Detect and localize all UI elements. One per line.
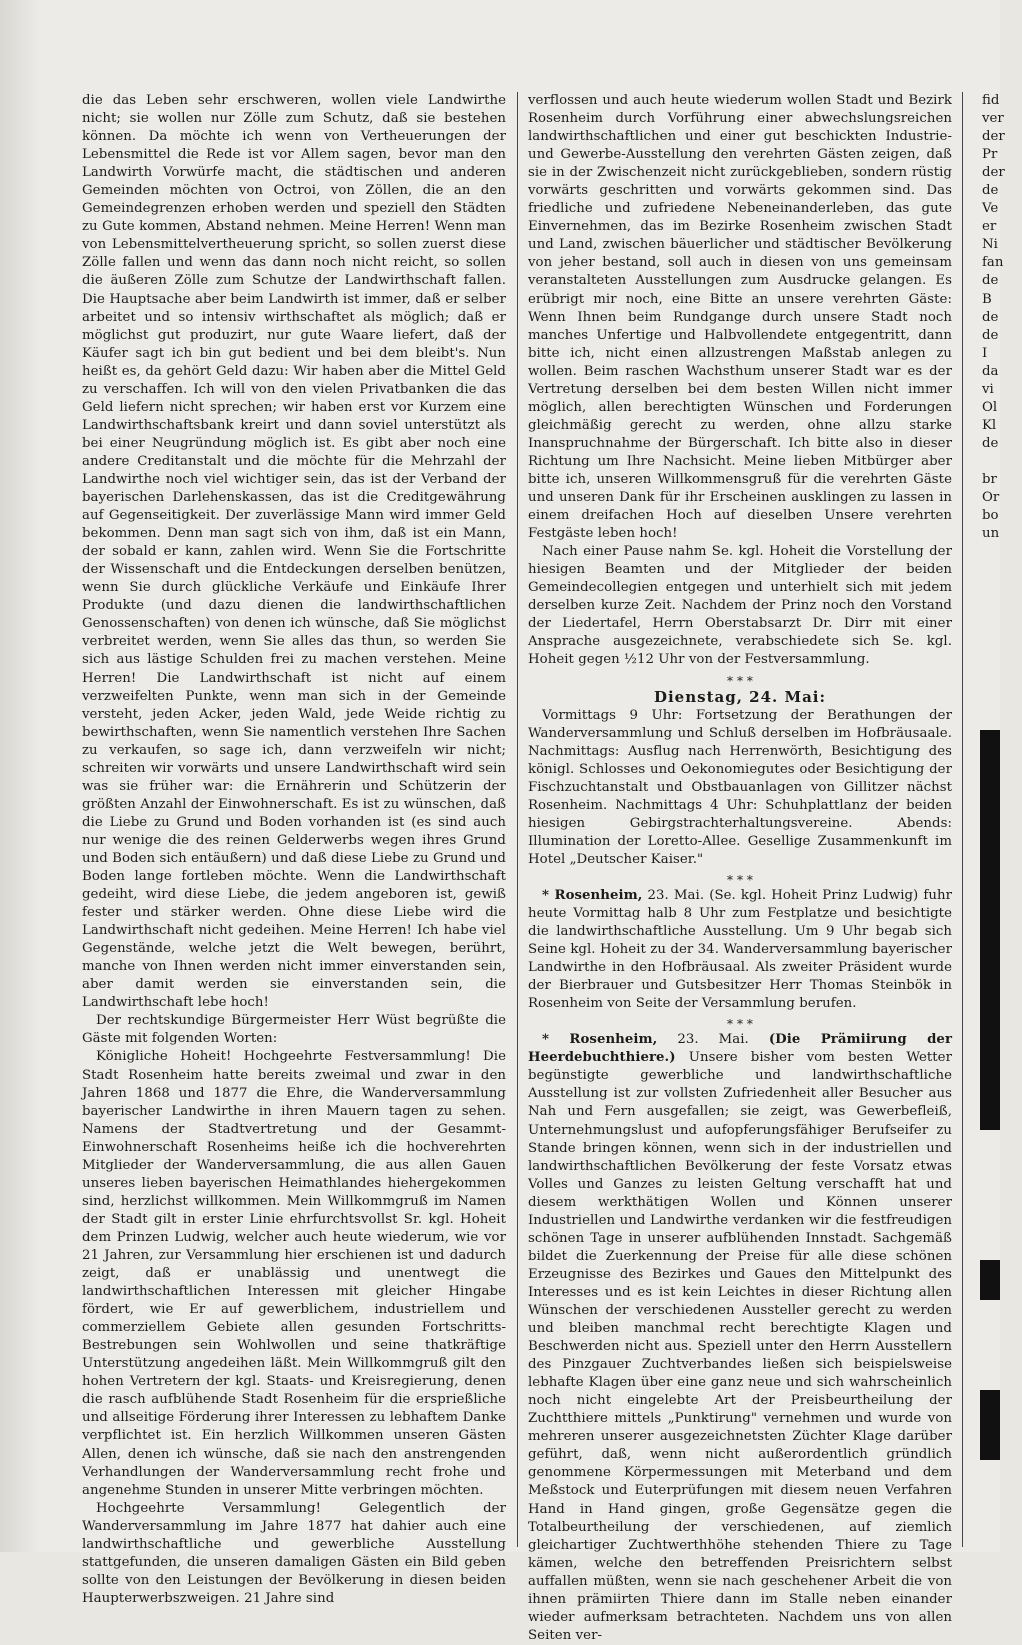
cropped-ad-glyph [980,1390,1000,1460]
news-item-premiation [528,1031,952,1645]
cropped-line: de [982,183,999,199]
column-divider-1 [517,92,518,1547]
separator-stars: * * * [727,872,753,887]
cropped-line: fan [982,255,1004,271]
news-item-prince-ludwig [528,887,952,1013]
page-edge-shadow [0,0,40,1552]
news-title: (Die Prämiirung der Heerdebuchthiere.) [528,1032,952,1066]
cropped-line: fid [982,93,1000,108]
paragraph-speech-end: die das Leben sehr erschweren, wollen viele Landwirthe nicht; sie wollen nur Zölle zum Schutz, daß sie bestehen können. Da möchte ich wenn von Vertheuerungen der Lebensmittel die Rede ist vor Allem sagen, bevor man den Landwirth Vorwürfe macht, die städtischen und anderen Gemeinden möchten von Octroi, von Zöllen, die an den Gemeindegrenzen erhoben werden und speziell den Städten zu Gute kommen, Abstand nehmen. Meine Herren! Wenn man von Lebensmittelvertheuerung spricht, so sollen zuerst diese Zölle fallen und wenn das dann noch nicht reicht, so sollen die äußeren Zölle zum Schutze der Landwirthschaft fallen. Die Hauptsache aber beim Landwirth ist immer, daß er selber arbeitet und so intensiv wirthschaftet als möglich; daß er möglichst gut produzirt, nur gute Waare liefert, daß der Käufer sagt ich bin gut bedient und bei dem bleibt's. Nun heißt es, da gehört Geld dazu: Wir haben aber die Mittel Geld zu verschaffen. Ich will von den vielen Privatbanken die das Geld liefern nicht sprechen; wir haben erst vor Kurzem eine Landwirthschaftsbank kreirt und dann soviel unterstützt als bei einer Neugründung möglich ist. Es gibt aber noch eine andere Creditanstalt und die möchte für die Mehrzahl der Landwirthe noch viel wichtiger sein, das ist der Verband der bayerischen Darlehenskassen, das ist die Creditgewährung auf Gegenseitigkeit. Der zuverlässige Mann wird immer Geld bekommen. Denn man sagt sich von ihm, daß ist ein Mann, der sobald er kann, zahlen wird. Wenn Sie die Fortschritte der Wissenschaft und die Entdeckungen derselben benützen, wenn Sie durch glückliche Verkäufe und Einkäufe Ihrer Produkte (und dazu dienen die landwirthschaftlichen Genossenschaften) von denen ich wünsche, daß Sie möglichst verbreitet werden, wenn Sie alles das thun, so werden Sie sich aus lästige Schulden frei zu machen verstehen. Meine Herren! Die Landwirthschaft ist nicht auf einem verzweifelten Punkte, wenn man sich in der Gemeinde versteht, jeden Acker, jeden Wald, jede Weide richtig zu bewirthschaften, wenn Sie namentlich verstehen Ihre Sachen zu verkaufen, so sage ich, dann verzweifeln wir nicht; schreiten wir vorwärts und unsere Landwirthschaft wird sein was sie früher war: die Ernährerin und Schützerin der größten Anzahl der Einwohnerschaft. Es ist zu wünschen, daß die Liebe zu Grund und Boden vorhanden ist (es sind auch nur wenige die des reinen Gelderwerbs wegen ihres Grund und Boden sich entäußern) und daß diese Liebe zu Grund und Boden lange fortleben möchte. Wenn die Landwirthschaft gedeiht, wird diese Liebe, die jedem angeboren ist, gewiß fester und stärker werden. Ohne diese Liebe wird die Landwirthschaft nicht gedeihen. Meine Herren! Ich habe viel Gegenstände, welche jetzt die Welt bewegen, berührt, manche von Ihnen werden nicht immer einverstanden sein, aber damit werden sie einverstanden sein, die Landwirthschaft lebe hoch! [82,93,506,1011]
cropped-line: er [982,219,997,235]
column-left [82,92,506,1608]
cropped-line: Ol [982,399,998,415]
cropped-line: der [982,129,1005,145]
cropped-line: de [982,327,999,343]
paragraph-reception: Nach einer Pause nahm Se. kgl. Hoheit die Vorstellung der hiesigen Beamten und der Mitglieder der beiden Gemeindecollegien entgegen und unterhielt sich mit jedem derselben kurze Zeit. Nachdem der Prinz noch den Vorstand der Liedertafel, Herrn Oberstabsarzt Dr. Dirr mit einer Ansprache ausgezeichnete, verabschiedete sich Se. kgl. Hoheit gegen ½12 Uhr von der Festversammlung. [528,544,952,668]
paragraph-mayor-continued: verflossen und auch heute wiederum wollen Stadt und Bezirk Rosenheim durch Vorführung einer abwechslungsreichen landwirthschaftlichen und einer gut beschickten Industrie- und Gewerbe-Ausstellung den verehrten Gästen zeigen, daß sie in der Zwischenzeit nicht zurückgeblieben, sondern rüstig vorwärts geschritten und vorwärts gekommen sind. Das friedliche und zufriedene Nebeneinanderleben, das gute Einvernehmen, das im Bezirke Rosenheim zwischen Stadt und Land, zwischen bäuerlicher und städtischer Bevölkerung von jeher bestand, soll auch in diesen von uns gemeinsam veranstalteten Ausstellungen zum Ausdrucke gelangen. Es erübrigt mir noch, eine Bitte an unsere verehrten Gäste: Wenn Ihnen beim Rundgange durch unsere Stadt noch manches Unfertige und Halbvollendete entgegentritt, dann bitte ich, nicht einen allzustrengen Maßstab anlegen zu wollen. Beim raschen Wachsthum unserer Stadt war es der Vertretung derselben bei dem besten Willen nicht immer möglich, allen berechtigten Wünschen und Forderungen gleichmäßig gerecht zu werden, ohne allzu starke Inanspruchnahme der Bürgerschaft. Ich bitte also in dieser Richtung um Ihre Nachsicht. Meine lieben Mitbürger aber bitte ich, unseren Willkommensgruß für die verehrten Gäste und unseren Dank für ihr Erscheinen ausklingen zu lassen in einem dreifachen Hoch auf dieselben Unsere verehrten Festgäste leben hoch! [528,93,952,542]
news-place: * Rosenheim, [542,1032,658,1048]
paragraph-mayor-greeting: Königliche Hoheit! Hochgeehrte Festversammlung! Die Stadt Rosenheim hatte bereits zweimal und zwar in den Jahren 1868 und 1877 die Ehre, die Wanderversammlung bayerischer Landwirthe in ihren Mauern tagen zu sehen. Namens der Stadtvertretung und der Gesammt-Einwohnerschaft Rosenheims heiße ich die hochverehrten Mitglieder der Wanderversammlung, die aus allen Gauen unseres lieben bayerischen Heimathlandes hiehergekommen sind, herzlichst willkommen. Mein Willkommgruß im Namen der Stadt gilt in erster Linie ehrfurchtsvollst Sr. kgl. Hoheit dem Prinzen Ludwig, welcher auch heute wiederum, wie vor 21 Jahren, zur Versammlung hier erschienen ist und dadurch zeigt, daß er unablässig und unentwegt die landwirthschaftlichen Interessen mit gleicher Hingabe fördert, wie Er auf gewerblichem, industriellem und commerziellem Gebiete allen gesunden Fortschritts-Bestrebungen sein Wohlwollen und seine thatkräftige Unterstützung angedeihen läßt. Mein Willkommgruß gilt den hohen Vertretern der kgl. Staats- und Kreisregierung, denen die rasch aufblühende Stadt Rosenheim für die ersprießliche und allseitige Förderung ihrer Interessen zu lebhaftem Danke verpflichtet ist. Ein herzlich Willkommen unseren Gästen Allen, denen ich wünsche, daß sie nach den anstrengenden Verhandlungen der Wanderversammlung recht frohe und angenehme Stunden in unserer Mitte verbringen möchten. [82,1049,506,1498]
cropped-line: br [982,471,997,487]
cropped-line: Kl [982,417,997,433]
cropped-line [982,453,1022,471]
cropped-line: da [982,363,999,379]
cropped-ad-glyph [980,1260,1000,1300]
cropped-line: Or [982,490,1000,506]
cropped-line: bo [982,508,999,524]
news-body: (Se. kgl. Hoheit Prinz Ludwig) fuhr heute Vormittag halb 8 Uhr zum Festplatze und besichtigte die landwirthschaftliche Ausstellung. Um 9 Uhr begab sich Seine kgl. Hoheit zu der 34. Wanderversammlung bayerischer Landwirthe in den Hofbräusaal. Als zweiter Präsident wurde der Bierbrauer und Gutsbesitzer Herr Thomas Steinbök in Rosenheim von Seite der Versammlung berufen. [528,887,952,1012]
paragraph-mayor-intro: Der rechtskundige Bürgermeister Herr Wüst begrüßte die Gäste mit folgenden Worten: [82,1013,506,1047]
separator-stars: * * * [727,1017,753,1032]
cropped-line: de [982,435,999,451]
news-place: * Rosenheim, [542,887,643,903]
news-date: 23. Mai. [647,887,705,903]
cropped-line: Ni [982,237,998,253]
paragraph-tuesday-program: Vormittags 9 Uhr: Fortsetzung der Berathungen der Wanderversammlung und Schluß derselben im Hofbräusaale. Nachmittags: Ausflug nach Herrenwörth, Besichtigung des königl. Schlosses und Oekonomiegutes oder Besichtigung der Fischzuchtanstalt und Obstbauanlagen von Gillitzer nächst Rosenheim. Nachmittags 4 Uhr: Schuhplattlanz der beiden hiesigen Gebirgstrachterhaltungsvereine. Abends: Illumination der Loretto-Allee. Gesellige Zusammenkunft im Hotel „Deutscher Kaiser." [528,707,952,867]
news-date: 23. Mai. [677,1032,749,1048]
cropped-line: de [982,273,999,289]
separator-stars: * * * [727,673,753,688]
cropped-line: Pr [982,147,998,163]
tuesday-heading: Dienstag, 24. Mai: [653,687,827,706]
column-middle [528,92,952,1645]
cropped-line: un [982,526,1000,542]
cropped-line: B [982,291,992,307]
cropped-ad-frame [980,730,1000,1130]
cropped-line: ver [982,111,1004,127]
column-divider-2 [962,92,963,1547]
cropped-line: Ve [982,201,999,217]
cropped-line: de [982,309,999,325]
paragraph-mayor-exhibition: Hochgeehrte Versammlung! Gelegentlich der Wanderversammlung im Jahre 1877 hat dahier auch eine landwirthschaftliche und gewerbliche Ausstellung stattgefunden, die unseren damaligen Gästen ein Bild geben sollte von den Leistungen der Bevölkerung in diesen beiden Haupterwerbszweigen. 21 Jahre sind [82,1500,506,1606]
cropped-line: I [982,345,988,361]
cropped-line: der [982,165,1005,181]
news-body: Unsere bisher vom besten Wetter begünstigte gewerbliche und landwirthschaftliche Ausstellung ist zur vollsten Zufriedenheit aller Besucher aus Nah und Fern ausgefallen; sie zeigt, was Gewerbefleiß, Unternehmungslust und aufopferungsfähiger Berufseifer zu Stande bringen können, wenn sich in der industriellen und landwirthschaftlichen Bevölkerung der feste Vorsatz etwas Volles und Ganzes zu leisten Geltung verschafft hat und diesem werkthätigen Wollen und Können unserer Industriellen und Landwirthe verdanken wir die festfreudigen schönen Tage in unserer aufblühenden Innstadt. Sachgemäß bildet die Zuerkennung der Preise für alle diese schönen Erzeugnisse des Bezirkes und Gaues den Mittelpunkt des Interesses und es ist kein Leichtes in dieser Richtung allen Wünschen der verschiedenen Aussteller gerecht zu werden und bleiben manchmal recht berechtigte Klagen und Beschwerden nicht aus. Speziell unter den Herrn Ausstellern des Pinzgauer Zuchtverbandes ließen sich beispielsweise lebhafte Klagen über eine ganz neue und sich wahrscheinlich noch nicht eingelebte Art der Preisbeurtheilung der Zuchtthiere mittels „Punktirung" vernehmen und wurde von mehreren unserer ausgezeichnetsten Züchter Klage darüber geführt, daß, wenn nicht außerordentlich gründlich genommene Körpermessungen mit Meterband und dem Meßstock und Euterprüfungen mit diesem neuen Verfahren Hand in Hand gingen, große Gegensätze gegen die Totalbeurtheilung der verschiedenen, auf ziemlich gleichartiger Zuchtwerthhöhe stehenden Thiere zu Tage kämen, welche den betreffenden Preisrichtern selbst auffallen müßten, wenn sie nach geschehener Arbeit die von ihnen prämiirten Thiere dann im Stalle neben einander wieder aufmerksam betrachteten. Nachdem uns von allen Seiten ver- [528,1050,952,1643]
cropped-line: vi [982,381,994,397]
